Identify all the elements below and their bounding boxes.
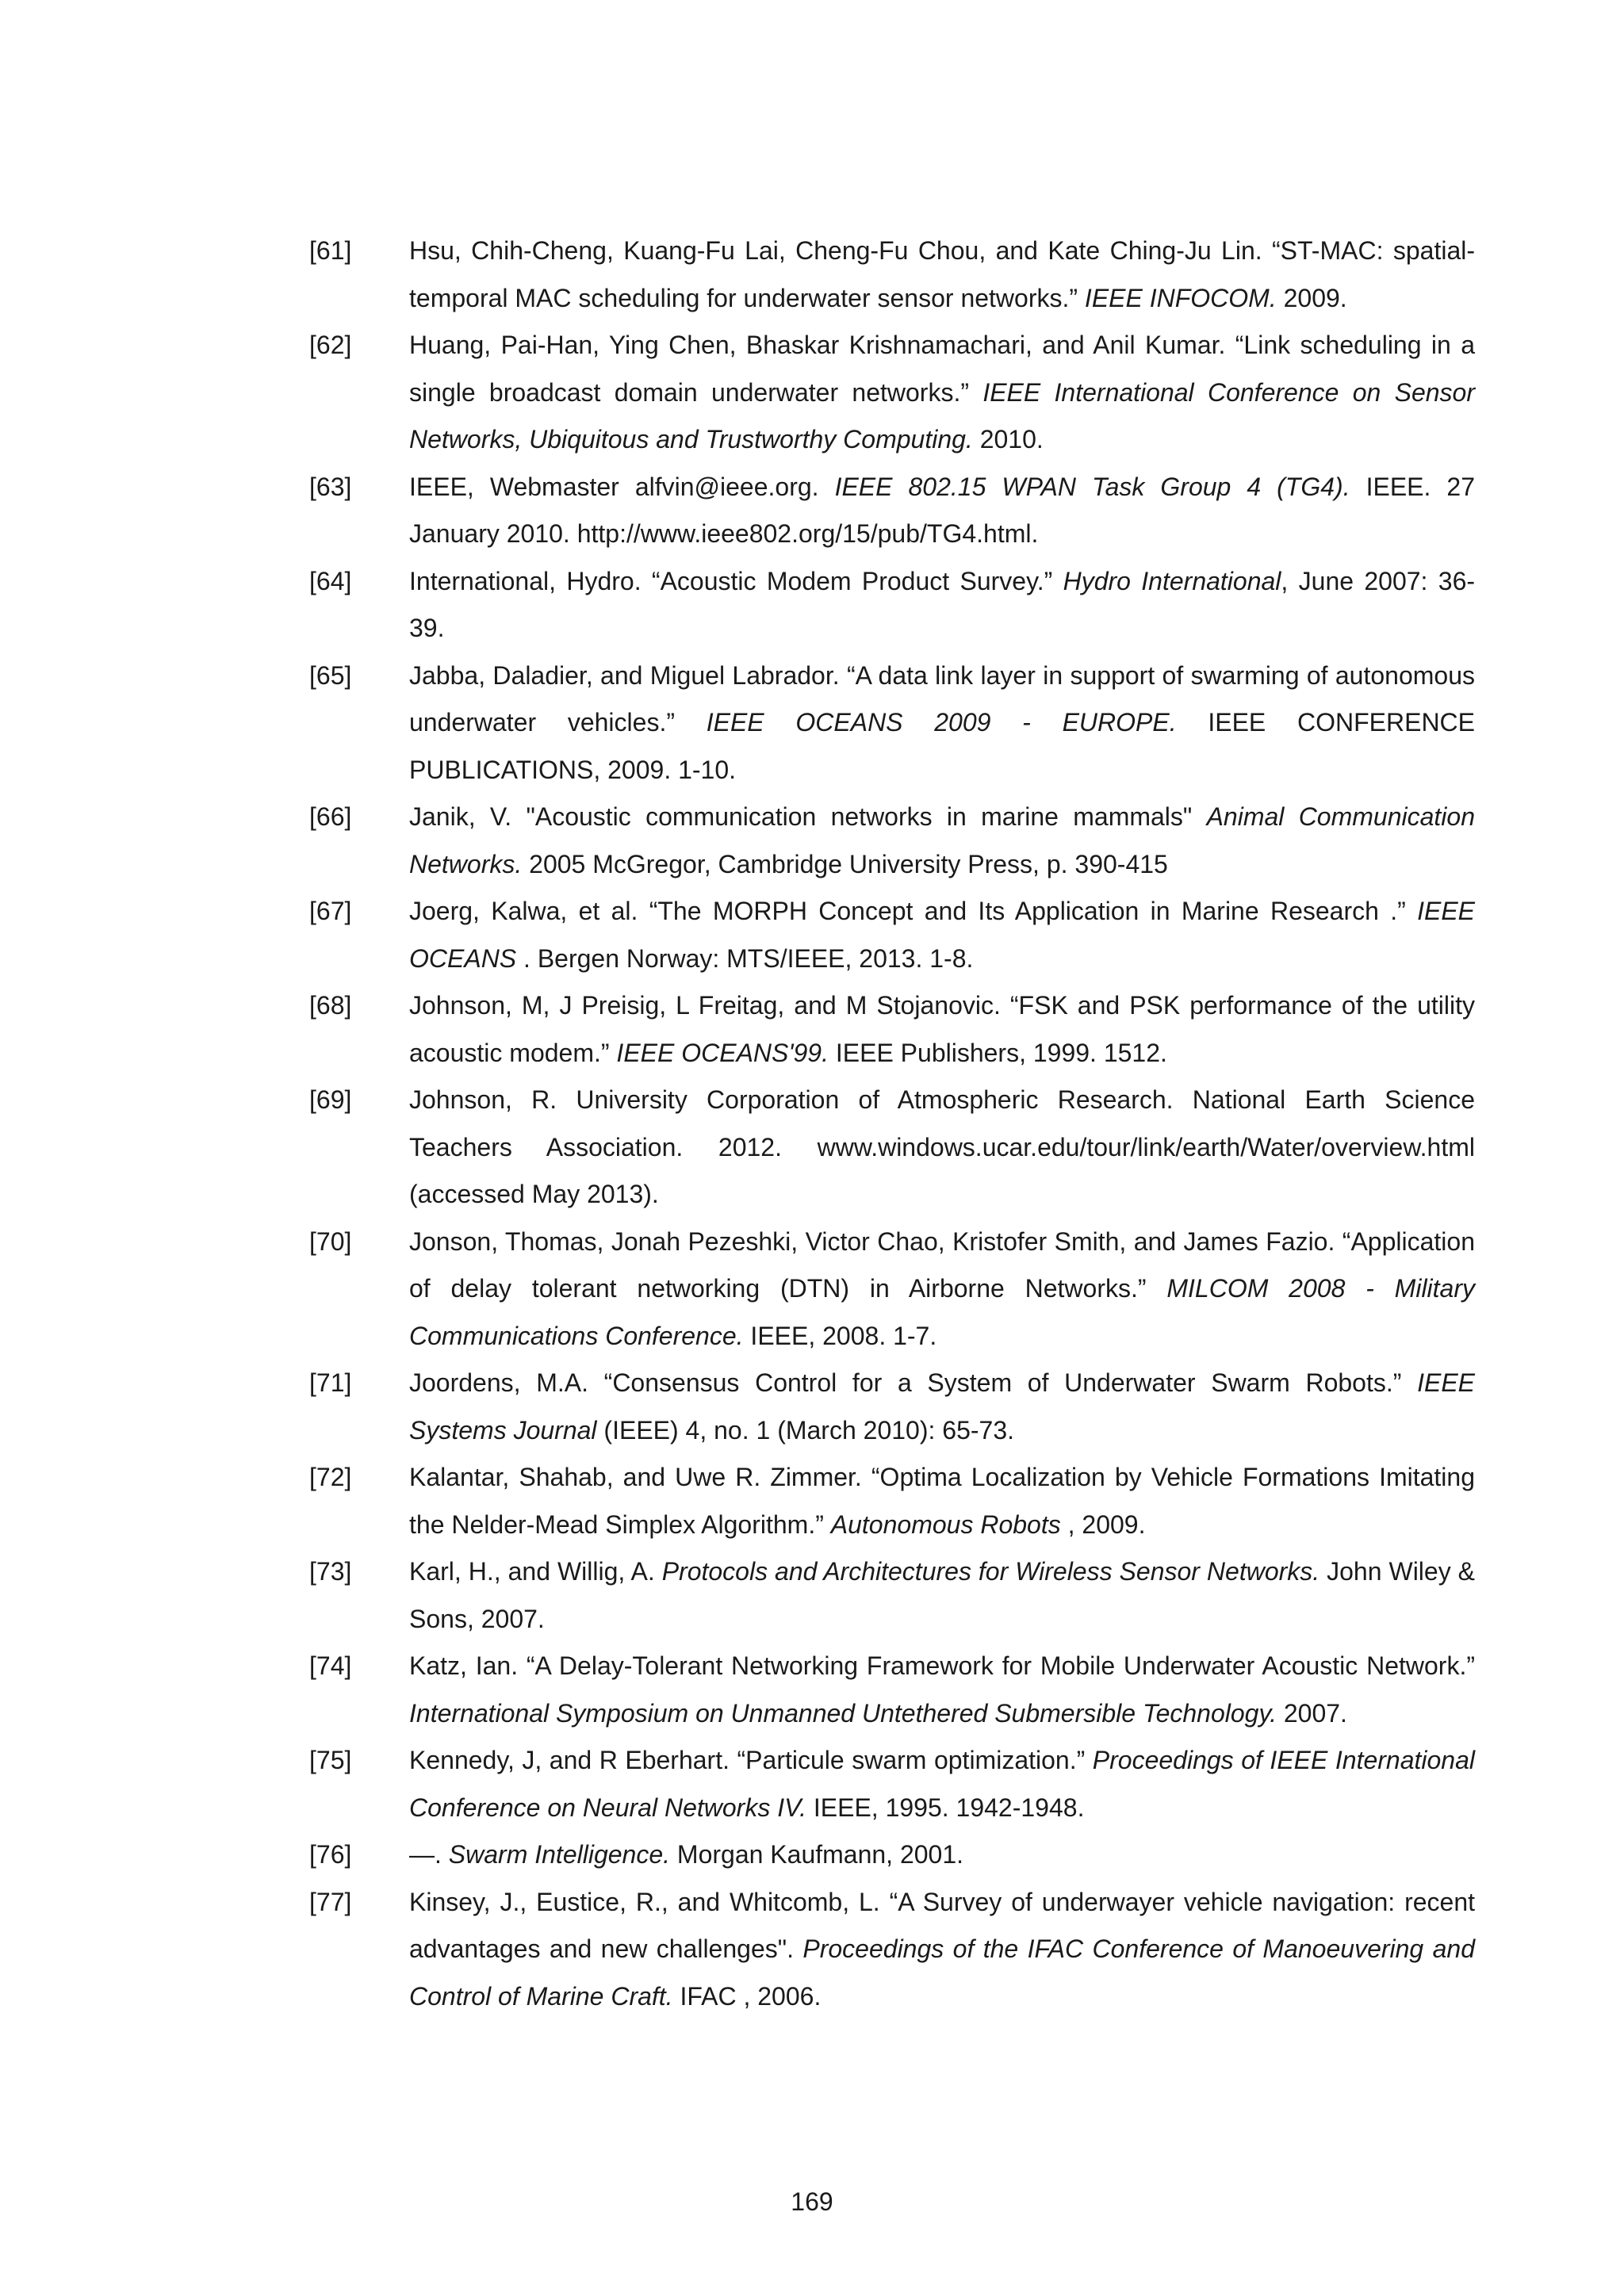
reference-number: [62]	[309, 331, 352, 359]
reference-text-segment: , June 2007: 36-39.	[409, 566, 1476, 642]
reference-text	[409, 1219, 1475, 1360]
reference-title-italic: IEEE International Conference on Sensor Networks, Ubiquitous and Trustworthy Computing.	[409, 377, 1476, 453]
reference-text-segment: (IEEE) 4, no. 1 (March 2010): 65-73.	[596, 1415, 1014, 1445]
reference-text-segment: 2005 McGregor, Cambridge University Press, p. 390-415	[522, 849, 1168, 878]
reference-title-italic: IEEE Systems Journal	[409, 1368, 1475, 1445]
reference-text-segment: Jonson, Thomas, Jonah Pezeshki, Victor Chao, Kristofer Smith, and James Fazio. “Application of delay tolerant networking (DTN) in Airborne Networks.”	[409, 1226, 1475, 1303]
reference-text	[409, 982, 1475, 1077]
reference-text	[409, 1548, 1475, 1643]
reference-entry	[309, 1643, 1475, 1737]
reference-text-segment: Morgan Kaufmann, 2001.	[670, 1840, 964, 1869]
reference-number: [66]	[309, 802, 352, 831]
reference-text	[409, 464, 1475, 558]
page-number: 169	[791, 2187, 833, 2216]
reference-title-italic: Animal Communication Networks.	[409, 802, 1476, 878]
reference-text-segment: Johnson, R. University Corporation of Atmospheric Research. National Earth Science Teachers Association. 2012. www.windows.ucar.edu/tour/link/earth/Water/overview.html (accessed May 2013).	[409, 1085, 1475, 1208]
reference-number: [76]	[309, 1840, 352, 1869]
reference-number: [75]	[309, 1746, 352, 1774]
reference-text-segment: IEEE, Webmaster alfvin@ieee.org.	[409, 472, 835, 501]
reference-text	[409, 794, 1475, 888]
reference-text-segment: Joordens, M.A. “Consensus Control for a System of Underwater Swarm Robots.”	[409, 1368, 1418, 1397]
reference-text-segment: Karl, H., and Willig, A.	[409, 1557, 662, 1586]
reference-text	[409, 1831, 1475, 1879]
reference-text	[409, 228, 1475, 322]
reference-entry	[309, 1737, 1475, 1831]
reference-text-segment: IEEE Publishers, 1999. 1512.	[828, 1038, 1167, 1067]
reference-title-italic: Proceedings of the IFAC Conference of Manoeuvering and Control of Marine Craft.	[409, 1934, 1475, 2011]
reference-number: [68]	[309, 991, 352, 1020]
reference-entry	[309, 652, 1475, 794]
reference-number: [72]	[309, 1463, 352, 1491]
reference-text	[409, 322, 1475, 464]
reference-text-segment: John Wiley & Sons, 2007.	[409, 1557, 1476, 1633]
reference-text	[409, 558, 1475, 652]
reference-text-segment: 2007.	[1276, 1698, 1347, 1728]
reference-text-segment: Joerg, Kalwa, et al. “The MORPH Concept and Its Application in Marine Research .”	[409, 897, 1418, 925]
reference-text-segment: —.	[409, 1840, 449, 1869]
reference-text-segment: Hsu, Chih-Cheng, Kuang-Fu Lai, Cheng-Fu Chou, and Kate Ching-Ju Lin. “ST-MAC: spatial-temporal MAC scheduling for underwater sensor networks.”	[409, 236, 1475, 312]
reference-title-italic: Protocols and Architectures for Wireless Sensor Networks.	[661, 1557, 1320, 1586]
reference-text	[409, 888, 1475, 982]
reference-entry	[309, 794, 1475, 888]
reference-entry	[309, 1454, 1475, 1548]
reference-number: [63]	[309, 472, 352, 501]
reference-number: [77]	[309, 1887, 352, 1916]
reference-entry	[309, 1360, 1475, 1454]
reference-entry	[309, 1219, 1475, 1360]
reference-entry	[309, 888, 1475, 982]
reference-title-italic: Hydro International	[1063, 566, 1281, 595]
reference-text-segment: , 2009.	[1060, 1510, 1146, 1539]
reference-text	[409, 652, 1475, 794]
reference-text-segment: IFAC , 2006.	[672, 1981, 822, 2011]
reference-title-italic: Proceedings of IEEE International Conference on Neural Networks IV.	[409, 1746, 1475, 1822]
reference-entry	[309, 464, 1475, 558]
reference-text-segment: 2009.	[1276, 283, 1347, 312]
reference-number: [65]	[309, 660, 352, 690]
reference-text	[409, 1643, 1475, 1737]
reference-text	[409, 1737, 1475, 1831]
reference-text-segment: Jabba, Daladier, and Miguel Labrador. “A data link layer in support of swarming of autonomous underwater vehicles.”	[409, 660, 1475, 737]
reference-number: [64]	[309, 566, 352, 595]
reference-entry	[309, 558, 1475, 652]
reference-title-italic: MILCOM 2008 - Military Communications Conference.	[409, 1274, 1476, 1350]
reference-entry	[309, 1548, 1475, 1643]
reference-entry	[309, 1077, 1475, 1219]
reference-title-italic: IEEE INFOCOM.	[1084, 283, 1277, 312]
reference-text	[409, 1879, 1475, 2021]
reference-entry	[309, 1879, 1475, 2021]
reference-number: [69]	[309, 1085, 352, 1114]
reference-number: [73]	[309, 1557, 352, 1586]
reference-title-italic: IEEE OCEANS	[409, 897, 1475, 973]
reference-text-segment: Kalantar, Shahab, and Uwe R. Zimmer. “Optima Localization by Vehicle Formations Imitating the Nelder-Mead Simplex Algorithm.”	[409, 1463, 1475, 1539]
reference-text-segment: International, Hydro. “Acoustic Modem Product Survey.”	[409, 566, 1063, 595]
reference-entry	[309, 982, 1475, 1077]
reference-text-segment: IEEE CONFERENCE PUBLICATIONS, 2009. 1-10.	[409, 708, 1475, 784]
reference-entry	[309, 228, 1475, 322]
reference-text-segment: Johnson, M, J Preisig, L Freitag, and M Stojanovic. “FSK and PSK performance of the utility acoustic modem.”	[409, 991, 1475, 1067]
reference-entry	[309, 322, 1475, 464]
reference-title-italic: IEEE 802.15 WPAN Task Group 4 (TG4).	[834, 472, 1350, 501]
reference-number: [61]	[309, 236, 352, 265]
reference-text-segment: . Bergen Norway: MTS/IEEE, 2013. 1-8.	[516, 943, 974, 973]
reference-text-segment: Kinsey, J., Eustice, R., and Whitcomb, L. “A Survey of underwayer vehicle navigation: recent advantages and new challenges".	[409, 1887, 1475, 1963]
reference-number: [67]	[309, 897, 352, 925]
reference-number: [71]	[309, 1368, 352, 1397]
reference-text-segment: Katz, Ian. “A Delay-Tolerant Networking Framework for Mobile Underwater Acoustic Network.”	[409, 1651, 1475, 1680]
reference-number: [70]	[309, 1226, 352, 1256]
reference-title-italic: Autonomous Robots	[830, 1510, 1061, 1539]
reference-text	[409, 1360, 1475, 1454]
reference-number: [74]	[309, 1651, 352, 1680]
reference-text-segment: Janik, V. "Acoustic communication networks in marine mammals"	[409, 802, 1207, 831]
reference-text-segment: IEEE. 27 January 2010. http://www.ieee802.org/15/pub/TG4.html.	[409, 472, 1476, 548]
reference-title-italic: IEEE OCEANS 2009 - EUROPE.	[706, 708, 1177, 737]
reference-list	[309, 228, 1475, 2020]
reference-entry	[309, 1831, 1475, 1879]
reference-text-segment: Kennedy, J, and R Eberhart. “Particule swarm optimization.”	[409, 1746, 1093, 1774]
reference-text-segment: 2010.	[972, 425, 1044, 453]
reference-text-segment: IEEE, 2008. 1-7.	[743, 1321, 937, 1350]
reference-title-italic: International Symposium on Unmanned Untethered Submersible Technology.	[409, 1698, 1277, 1728]
reference-text-segment: Huang, Pai-Han, Ying Chen, Bhaskar Krishnamachari, and Anil Kumar. “Link scheduling in a single broadcast domain underwater networks.”	[409, 331, 1475, 407]
reference-text	[409, 1077, 1475, 1219]
reference-text	[409, 1454, 1475, 1548]
reference-title-italic: IEEE OCEANS'99.	[616, 1038, 829, 1067]
reference-text-segment: IEEE, 1995. 1942-1948.	[806, 1793, 1085, 1822]
reference-title-italic: Swarm Intelligence.	[448, 1840, 671, 1869]
